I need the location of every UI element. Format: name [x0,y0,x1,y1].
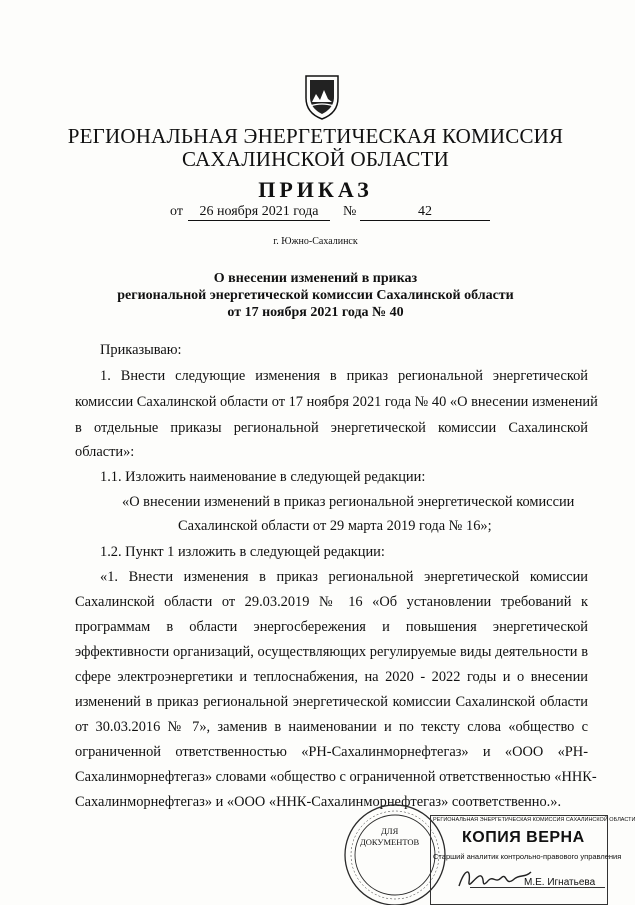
city: г. Южно-Сахалинск [273,236,358,247]
number-prefix: № [343,204,357,219]
subject-line3: от 17 ноября 2021 года № 40 [227,305,404,320]
order-number: 42 [360,204,490,221]
intro-text: Приказываю: [100,342,182,358]
copy-stamp-title: КОПИЯ ВЕРНА [462,829,585,846]
p12-line: «1. Внести изменения в приказ региональной энергетической комиссии [100,569,588,585]
p1-line: области»: [75,444,135,460]
p11-quote-line: «О внесении изменений в приказ региональной энергетической комиссии [122,494,575,510]
order-date: 26 ноября 2021 года [188,204,330,221]
coat-of-arms-icon [302,72,342,120]
seal-label-line1: ДЛЯ [381,826,399,836]
copy-stamp-org: РЕГИОНАЛЬНАЯ ЭНЕРГЕТИЧЕСКАЯ КОМИССИЯ САХАЛИНСКОЙ ОБЛАСТИ [433,817,635,823]
signature-icon [455,862,535,894]
p12-line: Сахалинморнефтегаз» словами «общество с ограниченной ответственностью «ННК- [75,769,597,785]
date-prefix: от [170,204,183,219]
p11-quote-line: Сахалинской области от 29 марта 2019 года № 16»; [178,518,492,534]
p1-line: 1. Внести следующие изменения в приказ региональной энергетической [100,368,588,384]
p12-line: ограниченной ответственностью «РН-Сахалинморнефтегаз» и «ООО «РН- [75,744,588,760]
copy-stamp-name: М.Е. Игнатьева [524,877,596,888]
p12-text: 1.2. Пункт 1 изложить в следующей редакции: [100,544,385,560]
p1-line: в отдельные приказы региональной энергетической комиссии Сахалинской [75,420,588,436]
p1-line: комиссии Сахалинской области от 17 ноября 2021 года № 40 «О внесении изменений [75,394,598,410]
seal-label [360,826,419,848]
org-name-line2: САХАЛИНСКОЙ ОБЛАСТИ [182,147,449,171]
p12-line: программам в области энергосбережения и повышения энергетической [75,619,588,635]
p12-line: от 30.03.2016 № 7», заменив в наименовании и по тексту слова «общество с [75,719,588,735]
subject-line1: О внесении изменений в приказ [213,271,418,286]
org-name-line1: РЕГИОНАЛЬНАЯ ЭНЕРГЕТИЧЕСКАЯ КОМИССИЯ [67,124,564,148]
p12-line: эффективности организаций, осуществляющих регулируемые виды деятельности в [75,644,588,660]
p12-line: Сахалинморнефтегаз» и «ООО «ННК-Сахалинморнефтегаз» соответственно.». [75,794,562,810]
seal-label-line2: ДОКУМЕНТОВ [360,837,420,847]
p12-line: изменений в приказ региональной энергетической комиссии Сахалинской области [75,694,588,710]
subject-line2: региональной энергетической комиссии Сахалинской области [117,288,514,303]
copy-stamp-role: Старший аналитик контрольно-правового управления [433,852,622,861]
p12-line: Сахалинской области от 29.03.2019 № 16 «Об установлении требований к [75,594,588,610]
p12-line: сфере электроэнергетики и теплоснабжения, на 2020 - 2022 годы и о внесении [75,669,588,685]
document-type: ПРИКАЗ [258,177,373,202]
p11-text: 1.1. Изложить наименование в следующей редакции: [100,469,426,485]
